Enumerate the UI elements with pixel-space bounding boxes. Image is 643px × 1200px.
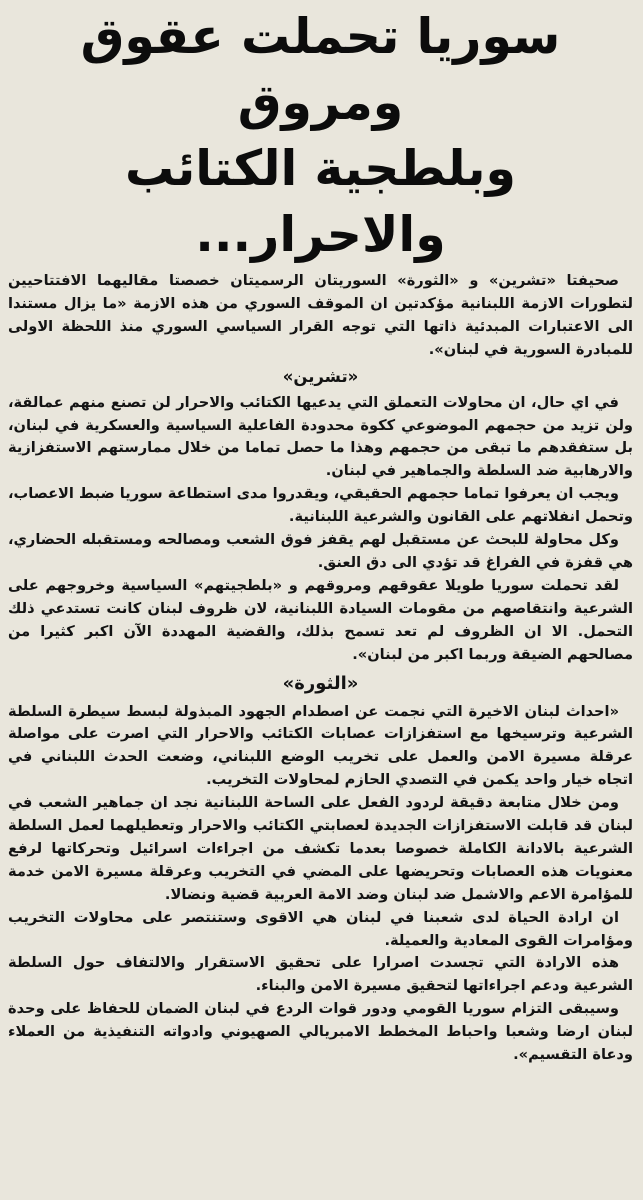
thawra-paragraph-1: «احداث لبنان الاخيرة التي نجمت عن اصطدام الجهود المبذولة لبسط سيطرة السلطة الشرعية وترسيخها مع استفزازات عصابات الكتائب والاحرار التي اصرت على مواصلة عرقلة مسيرة الامن والعمل على تخريب الوضع اللبناني، وضعت الحدث اللبناني في اتجاه خيار واحد يكمن في التصدي الحازم لمحاولات التخريب. [8,702,633,789]
section-title-thawra: «الثورة» [282,672,359,694]
headline [8,0,633,268]
headline-line-2: وبلطجية الكتائب والاحرار... [124,140,517,263]
thawra-paragraph-4: هذه الارادة التي تجسدت اصرارا على تحقيق الاستقرار والالتفاف حول السلطة الشرعية ودعم اجراءاتها لتحقيق مسيرة الامن والبناء. [8,954,633,995]
section-title-tishreen: «تشرين» [282,366,359,386]
tishreen-paragraph-1: في اي حال، ان محاولات التعملق التي يدعيها الكتائب والاحرار لن تصنع منهم عمالقة، ولن تزيد من حجمهم الموضوعي ككوة محدودة الفاعلية السياسية والعسكرية في لبنان، بل ستفقدهم ما تبقى من حجمهم وهذا ما حصل تماما من خلال ممارستهم الاستفزازية والارهابية ضد السلطة والجماهير في لبنان. [8,393,633,480]
intro-paragraph: صحيفتا «تشرين» و «الثورة» السوريتان الرسميتان خصصتا مقاليهما الافتتاحيين لتطورات الازمة اللبنانية مؤكدتين ان الموقف السوري من هذه الازمة «ما يزال مستندا الى الاعتبارات المبدئية ذاتها التي توجه القرار السياسي السوري منذ اللحظة الاولى للمبادرة السورية في لبنان». [8,272,633,358]
tishreen-paragraph-4: لقد تحملت سوريا طويلا عقوقهم ومروقهم و «بلطجيتهم» السياسية وخروجهم على الشرعية وانتقاصهم من مقومات السيادة اللبنانية، لان ظروف لبنان كانت تستدعي ذلك التحمل. الا ان الظروف لم تعد تسمح بذلك، والقضية المهددة الآن اكبر كثيرا من مصالحهم الضيقة وربما اكبر من لبنان». [8,576,633,663]
thawra-paragraph-5: وسيبقى التزام سوريا القومي ودور قوات الردع في لبنان الضمان للحفاظ على وحدة لبنان ارضا وشعبا واحباط المخطط الامبريالي الصهيوني وادواته التنفيذية من العملاء ودعاة التقسيم». [8,1000,633,1064]
tishreen-paragraph-3: وكل محاولة للبحث عن مستقبل لهم يقفز فوق الشعب ومصالحه ومستقبله الحضاري، هي قفزة في الفراغ قد تؤدي الى دق العنق. [8,531,633,571]
thawra-paragraph-3: ان ارادة الحياة لدى شعبنا في لبنان هي الاقوى وستنتصر على محاولات التخريب ومؤامرات القوى المعادية والعميلة. [8,908,633,949]
thawra-paragraph-2: ومن خلال متابعة دقيقة لردود الفعل على الساحة اللبنانية نجد ان جماهير الشعب في لبنان قد قابلت الاستفزازات الجديدة لعصابتي الكتائب والاحرار وتعطيلهما لعمل السلطة الشرعية بالادانة الكاملة خصوصا بعدما تكشف من اجراءات اسرائيل وتحركاتها لرفع معنويات هذه العصابات وتحريضها على المضي في التخريب وعرقلة مسيرة الامن خدمة للمؤامرة الاعم والاشمل ضد لبنان وضد الامة العربية قضية ونضالا. [8,794,633,903]
article-body [8,270,633,1067]
headline-line-1: سوريا تحملت عقوق ومروق [80,8,561,131]
tishreen-paragraph-2: ويجب ان يعرفوا تماما حجمهم الحقيقي، ويقدروا مدى استطاعة سوريا ضبط الاعصاب، وتحمل انفلاتهم على القانون والشرعية اللبنانية. [8,485,633,526]
